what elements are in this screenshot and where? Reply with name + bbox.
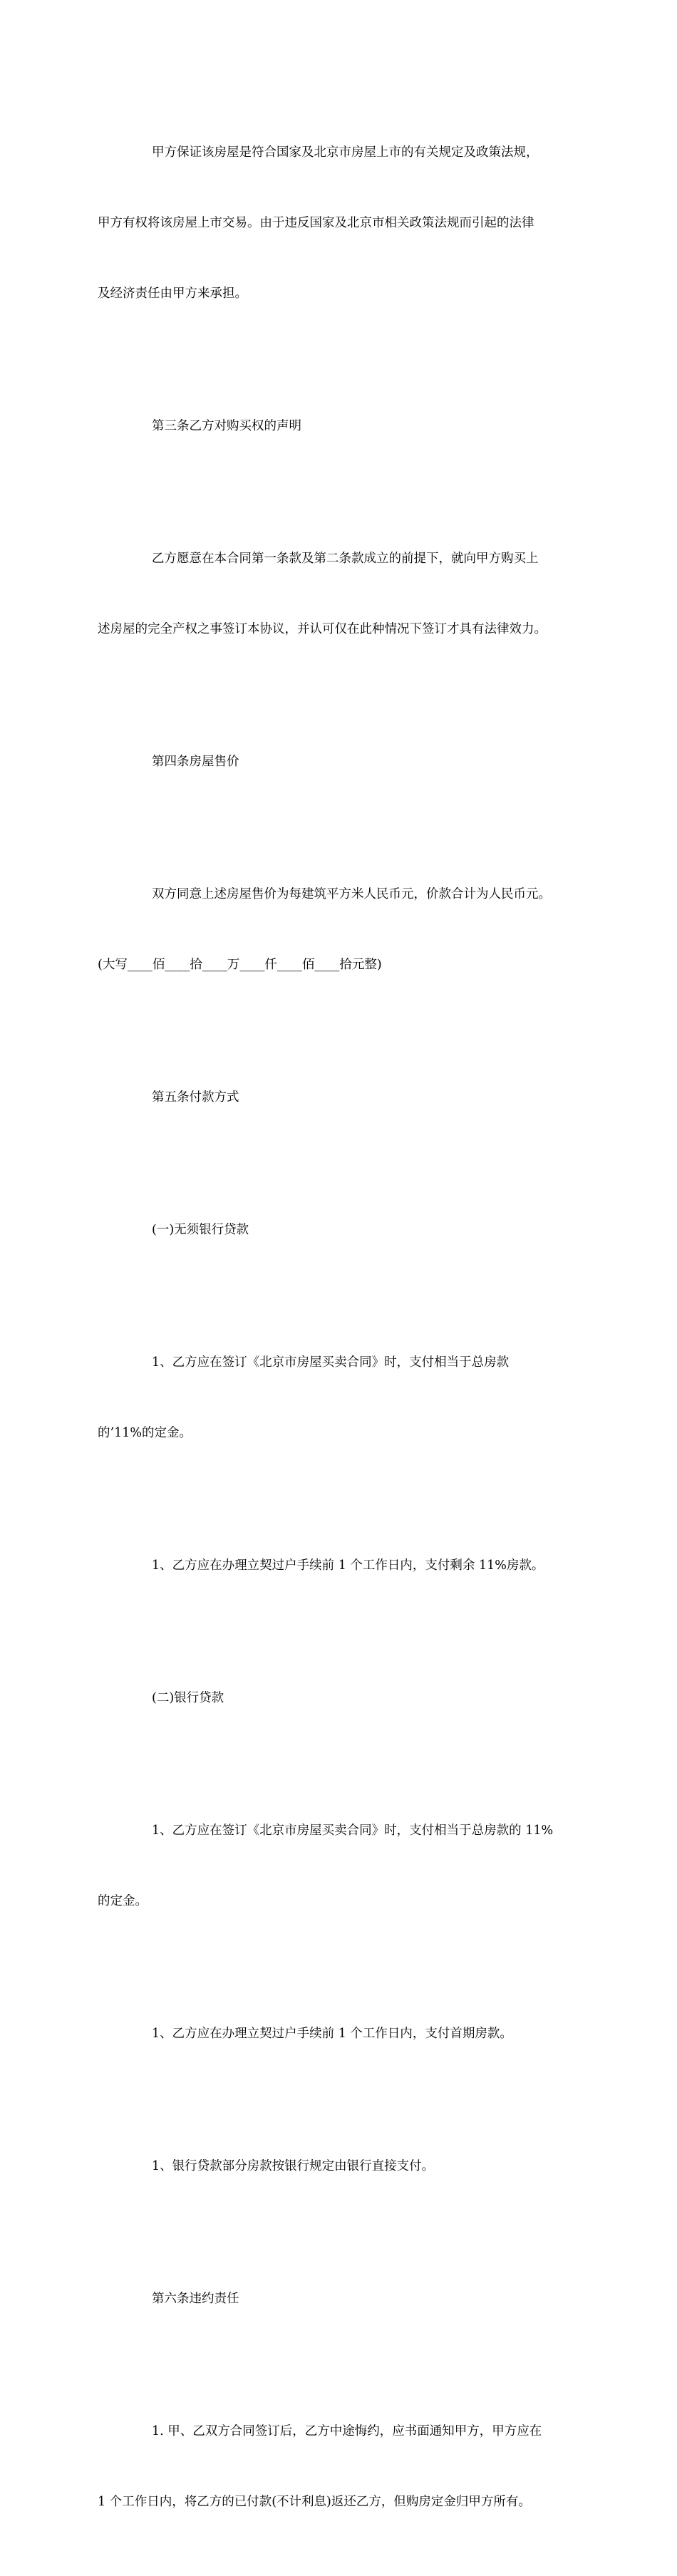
- text-line: 1 个工作日内，将乙方的已付款(不计利息)返还乙方，但购房定金归甲方所有。: [98, 2495, 531, 2509]
- heading-article-4: [98, 703, 582, 821]
- text-line: 及经济责任由甲方来承担。: [98, 286, 247, 301]
- paragraph-buyer-declaration: [98, 500, 582, 688]
- heading-article-6: [98, 2240, 582, 2358]
- text-line: 1、乙方应在办理立契过户手续前 1 个工作日内，支付剩余 11%房款。: [152, 1558, 544, 1573]
- text-line: 1. 甲、乙双方合同签订后，乙方中途悔约，应书面通知甲方，甲方应在: [152, 2424, 542, 2438]
- text-line: 乙方愿意在本合同第一条款及第二条款成立的前提下，就向甲方购买上: [152, 552, 539, 566]
- text-line: 的定金。: [98, 1894, 148, 1908]
- heading-text: 第六条违约责任: [152, 2292, 239, 2306]
- text-line: 甲方保证该房屋是符合国家及北京市房屋上市的有关规定及政策法规，: [152, 145, 539, 160]
- heading-text: 第五条付款方式: [152, 1090, 239, 1105]
- subheading-no-loan: [98, 1171, 582, 1289]
- document-body: [98, 94, 582, 2576]
- heading-article-5: [98, 1039, 582, 1157]
- subheading-bank-loan: [98, 1640, 582, 1757]
- heading-text: 第三条乙方对购买权的声明: [152, 419, 301, 433]
- paragraph-remaining-payment: [98, 1507, 582, 1625]
- paragraph-breach-buyer: [98, 2373, 582, 2561]
- paragraph-down-payment: [98, 1975, 582, 2093]
- paragraph-deposit-no-loan: [98, 1304, 582, 1492]
- text-line: 述房屋的完全产权之事签订本协议，并认可仅在此种情况下签订才具有法律效力。: [98, 622, 547, 636]
- heading-text: (二)银行贷款: [152, 1691, 224, 1705]
- text-line: 1、乙方应在签订《北京市房屋买卖合同》时，支付相当于总房款的 11%: [152, 1824, 554, 1838]
- paragraph-loan-payment: [98, 2108, 582, 2225]
- text-line: 甲方有权将该房屋上市交易。由于违反国家及北京市相关政策法规而引起的法律: [98, 216, 534, 230]
- heading-article-3: [98, 368, 582, 485]
- paragraph-price: [98, 836, 582, 1024]
- text-line: (大写____佰____拾____万____仟____佰____拾元整): [98, 958, 382, 972]
- text-line: 1、乙方应在办理立契过户手续前 1 个工作日内，支付首期房款。: [152, 2027, 512, 2041]
- paragraph-deposit-loan: [98, 1772, 582, 1960]
- text-line: 双方同意上述房屋售价为每建筑平方米人民币元，价款合计为人民币元。: [152, 887, 551, 901]
- text-line: 1、乙方应在签订《北京市房屋买卖合同》时，支付相当于总房款: [152, 1355, 510, 1370]
- text-line: 1、银行贷款部分房款按银行规定由银行直接支付。: [152, 2159, 435, 2173]
- text-line: 的’11%的定金。: [98, 1426, 192, 1440]
- heading-text: 第四条房屋售价: [152, 755, 239, 769]
- heading-text: (一)无须银行贷款: [152, 1223, 249, 1237]
- paragraph-seller-guarantee: [98, 94, 582, 353]
